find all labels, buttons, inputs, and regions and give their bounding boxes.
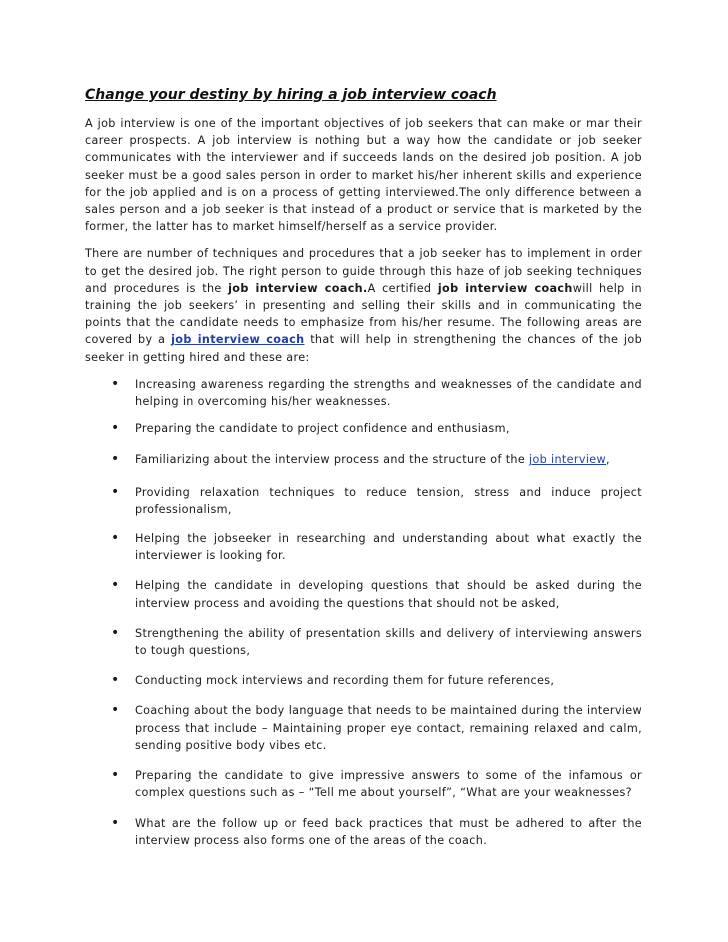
bullet-icon: •: [111, 451, 120, 468]
list-item-text: Preparing the candidate to project confidence and enthusiasm,: [135, 422, 510, 436]
document-title: Change your destiny by hiring a job interview coach: [85, 87, 497, 103]
job-interview-coach-link[interactable]: job interview coach: [171, 333, 305, 347]
list-item: [85, 625, 642, 659]
list-item-text: What are the follow up or feed back practices that must be adhered to after the interview process also forms one of the areas of the coach.: [135, 816, 642, 847]
intro-paragraph: A job interview is one of the important objectives of job seekers that can make or mar their career prospects. A job interview is nothing but a way how the candidate or job seeker communicates with the interviewer and if succeeds lands on the desired job position. A job seeker must be a good sales person in order to market his/her inherent skills and experience for the job applied and is on a process of getting interviewed.The only difference between a sales person and a job seeker is that instead of a product or service that is marketed by the former, the latter has to market himself/herself as a service provider.: [85, 117, 642, 234]
list-item-text: Strengthening the ability of presentation skills and delivery of interviewing answers to tough questions,: [135, 626, 642, 658]
bullet-icon: •: [111, 375, 120, 392]
coach-paragraph: [85, 245, 642, 365]
coach-paragraph-bold-2: job interview coach: [437, 281, 573, 295]
list-item-text: Providing relaxation techniques to reduce tension, stress and induce project professionalism,: [135, 485, 642, 516]
list-item: [85, 815, 642, 849]
list-item: [85, 451, 642, 468]
bullet-icon: •: [111, 767, 120, 784]
bullet-icon: •: [111, 702, 120, 719]
list-item-text: Conducting mock interviews and recording them for future references,: [135, 674, 555, 688]
list-item-text: Preparing the candidate to give impressive answers to some of the infamous or complex questions such as – “Tell me about yourself”, “What are your weaknesses?: [135, 769, 642, 800]
list-item: [85, 767, 642, 801]
list-item-text: Familiarizing about the interview process and the structure of the: [135, 453, 530, 467]
list-item: [85, 672, 642, 689]
list-item: [85, 420, 642, 437]
list-item-text: Coaching about the body language that needs to be maintained during the interview process that include – Maintaining proper eye contact, remaining relaxed and calm, sending positive body vibes etc.: [135, 704, 642, 752]
bullet-icon: •: [111, 577, 120, 594]
list-item-text: Helping the jobseeker in researching and understanding about what exactly the interviewer is looking for.: [135, 532, 642, 563]
bullet-icon: •: [111, 814, 120, 831]
coach-areas-list: [85, 376, 642, 849]
list-item-text: Increasing awareness regarding the strengths and weaknesses of the candidate and helping in overcoming his/her weaknesses.: [135, 377, 642, 409]
list-item: [85, 376, 642, 410]
list-item-text-end: ,: [606, 453, 610, 467]
document-page: [85, 86, 642, 849]
bullet-icon: •: [111, 530, 120, 547]
bullet-icon: •: [111, 624, 120, 641]
coach-paragraph-text-3: will help in training the job seekers’ in presenting and selling their skills and in communicating the points that the candidate needs to emphasize from his/her resume. The following areas are covered by a: [85, 281, 642, 347]
bullet-icon: •: [111, 420, 120, 437]
coach-paragraph-text-2: A certified: [367, 281, 438, 295]
list-item: [85, 702, 642, 754]
coach-paragraph-text-1: There are number of techniques and procedures that a job seeker has to implement in order to get the desired job. The right person to guide through this haze of job seeking techniques and procedures is the: [85, 247, 642, 295]
list-item: [85, 484, 642, 518]
list-item-text: Helping the candidate in developing questions that should be asked during the interview process and avoiding the questions that should not be asked,: [135, 579, 642, 610]
coach-paragraph-text-4: that will help in strengthening the chances of the job seeker in getting hired and these are:: [85, 333, 643, 364]
bullet-icon: •: [111, 672, 120, 689]
job-interview-link[interactable]: job interview: [529, 453, 607, 467]
bullet-icon: •: [111, 483, 120, 500]
list-item: [85, 577, 642, 611]
list-item: [85, 530, 642, 564]
coach-paragraph-bold-1: job interview coach.: [228, 281, 368, 295]
